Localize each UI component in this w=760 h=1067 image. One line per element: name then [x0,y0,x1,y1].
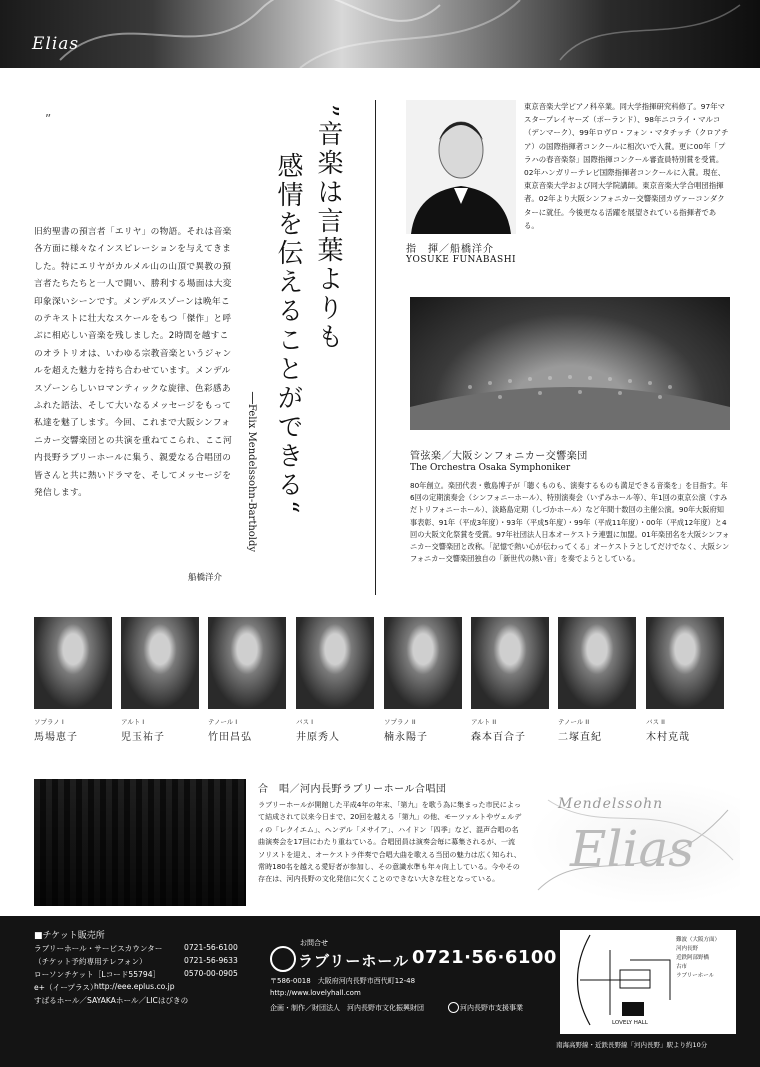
ticket-row [34,956,254,967]
ticket-phone: 0721-56-6100 [184,943,238,952]
orchestra-label: 管弦楽／大阪シンフォニカー交響楽団 [410,451,588,462]
conductor-bio: 東京音楽大学ピアノ科卒業。同大学指揮研究科修了。97年マスタープレイヤーズ（ポーランド）、98年ニコライ・マルコ（デンマーク）、99年ロヴロ・フォン・マタチッチ（クロアチア）の国際指揮者コンクールに相次いで入賞。更に00年「プラハの春音楽祭」国際指揮コンクール審査員特別賞を受賞。02年ハンガリーテレビ国際指揮者コンクールに入賞。現在、東京音楽大学および同大学院講師。東京音楽大学合唱団指揮者。02年より大阪シンフォニカー交響楽団カヴァーコンダクターに就任。今後更なる活躍を展望されている指揮者である。 [524,102,729,230]
map-legend-item: 近鉄阿部野橋 [676,955,710,961]
chorus-bio: ラブリーホールが開館した平成4年の年末、「第九」を歌う為に集まった市民によって結成されて以来今日まで、20回を越える「第九」の他、モーツァルトやヴェルディの「レクイエム」、ヘンデル「メサイア」、ハイドン「四季」など、混声合唱の名曲演奏会を17回にわたり重ねている。合唱団員は演奏会毎に募集されるが、一流ソリストを迎え、オーケストラ伴奏で合唱大曲を歌える当団の魅力は広く知られ、常時180名を越える愛好者が参加し、その意識水準も年々向上している。今やその存在は、河内長野の文化発信に欠くことのできない大きな柱となっている。 [258,800,522,884]
ornament-swirl [0,0,760,68]
soloist-photo [558,617,636,709]
soloist-name: 森本百合子 [471,732,526,743]
ticket-row [34,943,254,954]
tickets-heading: ■チケット販売所 [34,931,105,941]
quote-line-2: 感情を伝えることができる“ [273,152,303,517]
side-logo-big: Elias [570,820,694,878]
organizer: 企画・制作／財団法人 河内長野市文化振興財団 [270,1004,424,1012]
soloist-photo [34,617,112,709]
orchestra-bio: 80年創立。楽団代表・敷島博子が「聴くものも、演奏するものも満足できる音楽を」を目指す。年6回の定期演奏会（シンフォニーホール）、特別演奏会（いずみホール等）、年1回の東京公演（すみだトリフォニーホール）、淡路島定期（しづかホール）など年間十数回の主催公演。90年大阪府知事表彰、91年（平成3年度）・93年（平成5年度）・99年（平成11年度）・00年（平成12年度）と4回の大阪文化祭賞を受賞。97年社団法人日本オーケストラ連盟に加盟。01年楽団名を大阪シンフォニカー交響楽団と改称。「記憶で熱い心が伝わってくる」オーケストラとしてだけでなく、大阪シンフォニカー交響楽団独自の「新世代の熱い音」を奏でようとしている。 [410,481,730,564]
intro-text: 旧約聖書の預言者「エリヤ」の物語。それは音楽各方面に様々なインスピレーションを与えてきました。特にエリヤがカルメル山の山頂で異教の預言者たちたちと一人で闘い、勝利する場面は大変印象深いシーンです。メンデルスゾーンは晩年このテキストに壮大なスケールをもつ「傑作」と呼ぶに相応しい音楽を残しました。2時間を越すこのオラトリオは、いわゆる宗教音楽というジャンルを超えた魅力を持ち合わせています。メンデルスゾーンらしいロマンティックな旋律、色彩感あふれた語法、そして大いなるメッセージをもって私達を魅了します。今回、これまで大阪シンフォニカー交響楽団との共演を重ねてこられ、ここ河内長野ラブリーホールに集う、親愛なる合唱団の皆さんと共に熱いドラマを、そしてメッセージを発信します。 [34,227,233,499]
soloist-photo [296,617,374,709]
header-banner [0,0,760,68]
soloists-row [34,617,734,747]
hall-name: ラブリーホール [298,952,410,970]
ticket-phone: 0721-56-9633 [184,956,238,965]
header-logo: Elias [32,34,80,54]
soloist-photo [208,617,286,709]
hall-logo-icon [270,946,296,972]
orchestra-photo [410,297,730,430]
inquiry-label: お問合せ [300,939,328,947]
ticket-label: すばるホール／SAYAKAホール／LICはびきの [34,996,189,1005]
hall-phone: 0721·56·6100 [412,947,557,968]
chorus-label: 合 唱／河内長野ラブリーホール合唱団 [258,784,447,795]
orchestra-stage [410,297,730,430]
soloist-photo [384,617,462,709]
soloist-name: 馬場恵子 [34,732,78,743]
soloist-name: 木村克哉 [646,732,690,743]
ticket-phone: 0570-00-0905 [184,969,238,978]
soloist-role: ソプラノ II [384,718,416,726]
conductor-silhouette [406,100,516,234]
conductor-photo [406,100,516,234]
soloist-role: アルト II [471,718,497,726]
ticket-label: （チケット予約専用テレフォン） [34,957,147,966]
quote-attribution: ──Felix Mendelssohn-Bartholdy [246,392,257,553]
ticket-label: e+（イープラス） [34,983,98,992]
side-logo [528,780,740,905]
orchestra-english: The Orchestra Osaka Symphoniker [410,463,571,473]
quote-marks: ” [45,112,52,126]
soloist-name: 児玉祐子 [121,732,165,743]
soloist-name: 竹田昌弘 [208,732,252,743]
soloist-photo [121,617,199,709]
footer-bar [0,916,760,1067]
access-map [560,930,736,1034]
ticket-label: ラブリーホール・サービスカウンター [34,944,163,953]
side-logo-small: Mendelssohn [558,796,664,812]
hall-url[interactable]: http://www.lovelyhall.com [270,989,361,997]
ticket-label: ローソンチケット［Lコード55794］ [34,970,161,979]
hall-address: 〒586-0018 大阪府河内長野市西代町12-48 [270,977,416,985]
soloist-role: テノール II [558,718,590,726]
ticket-row [34,995,254,1006]
map-legend [676,936,734,981]
support: 河内長野市支援事業 [460,1004,523,1012]
conductor-label: 指 揮／船橋洋介 [406,244,494,255]
soloist-role: テノール I [208,718,238,726]
soloist-photo [646,617,724,709]
soloist-role: アルト I [121,718,145,726]
ticket-row [34,982,254,993]
soloist-name: 井原秀人 [296,732,340,743]
map-hall-label: LOVELY HALL [612,1020,648,1026]
soloist-role: バス I [296,718,313,726]
map-caption: 南海高野線・近鉄長野線「河内長野」駅より約10分 [556,1041,708,1049]
map-legend-item: 古市 [676,964,688,970]
chorus-photo [34,779,246,906]
ticket-row [34,969,254,980]
map-legend-item: ラブリーホール [676,973,715,979]
quote-line-1: ”音楽は言葉よりも [313,104,343,353]
map-legend-item: 難波（大阪方面） [676,937,721,943]
soloist-name: 楠永陽子 [384,732,428,743]
support-icon [448,1002,459,1013]
conductor-romaji: YOSUKE FUNABASHI [406,255,517,265]
soloist-photo [471,617,549,709]
soloist-role: ソプラノ I [34,718,64,726]
soloist-name: 二塚直紀 [558,732,602,743]
soloist-role: バス II [646,718,665,726]
ticket-url[interactable]: http://eee.eplus.co.jp [94,982,175,991]
intro-signature: 船橋洋介 [188,573,223,583]
column-divider [375,100,376,595]
map-legend-item: 河内長野 [676,946,699,952]
